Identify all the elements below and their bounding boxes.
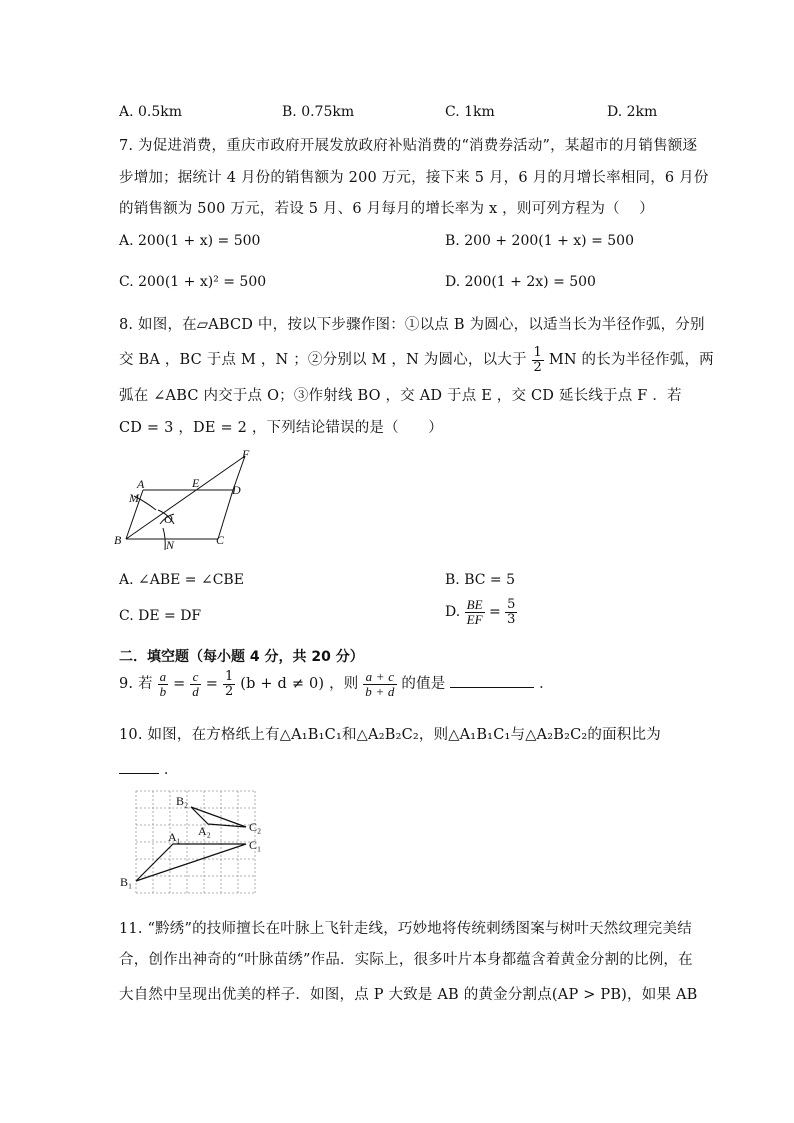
label-c2: C₂ xyxy=(249,820,262,834)
q6-option-a: A. 0.5km xyxy=(119,104,183,120)
q8-option-d-prefix: D. xyxy=(445,604,461,621)
q10-answer-blank[interactable] xyxy=(119,759,159,774)
q8-parallelogram-figure xyxy=(112,446,262,556)
label-n: N xyxy=(166,538,175,552)
q8-line-2-start: 交 BA ，BC 于点 M ，N ；②分别以 M ，N 为圆心，以大于 xyxy=(119,352,527,369)
q8-line-2 xyxy=(119,346,714,374)
triangle-a1b1c1 xyxy=(136,844,246,881)
q9-suffix: 的值是 xyxy=(401,676,446,693)
q10-line-1: 10. 如图，在方格纸上有△A₁B₁C₁和△A₂B₂C₂，则△A₁B₁C₁与△A₂B₂C₂的面积比为 xyxy=(119,727,661,743)
label-c: C xyxy=(216,533,225,547)
q8-option-d xyxy=(445,598,517,626)
label-m: M xyxy=(129,491,139,505)
q8-line-2-end: MN 的长为半径作弧，两 xyxy=(548,352,714,369)
ray-bf xyxy=(126,456,245,539)
label-c1: C₁ xyxy=(249,838,262,852)
q9-line xyxy=(119,670,554,698)
grid-lines xyxy=(136,791,255,893)
q7-line-3: 的销售额为 500 万元，若设 5 月、6 月每月的增长率为 x ，则可列方程为（ ） xyxy=(119,201,654,217)
q11-line-3: 大自然中呈现出优美的样子．如图，点 P 大致是 AB 的黄金分割点(AP > PB)，如果 AB xyxy=(119,987,698,1003)
fraction-numerator: c xyxy=(190,670,201,685)
q10-end: ． xyxy=(163,762,179,778)
q7-line-2: 步增加；据统计 4 月份的销售额为 200 万元，接下来 5 月，6 月的月增长率相同，6 月份 xyxy=(119,170,709,186)
q8-option-d-fraction-right xyxy=(505,598,517,626)
fraction-numerator: 1 xyxy=(533,345,542,360)
fraction-denominator: b xyxy=(159,683,167,699)
q9-fraction-half xyxy=(223,670,235,698)
q10-line-2 xyxy=(119,758,179,779)
q8-line-3: 弧在 ∠ABC 内交于点 O；③作射线 BO ，交 AD 于点 E ，交 CD 延长线于点 F ．若 xyxy=(119,388,682,404)
q8-line-4: CD = 3 ，DE = 2 ，下列结论错误的是（ ） xyxy=(119,420,443,436)
fraction-numerator: a + c xyxy=(363,670,396,685)
label-e: E xyxy=(192,476,200,490)
label-b1: B₁ xyxy=(120,875,133,889)
fraction-denominator: 3 xyxy=(507,611,516,627)
fraction-denominator: EF xyxy=(466,611,483,627)
label-b2: B₂ xyxy=(176,794,189,808)
fraction-numerator: 5 xyxy=(507,597,516,612)
fraction-denominator: b + d xyxy=(365,683,395,699)
fraction-denominator: 2 xyxy=(224,683,234,699)
q9-fraction-a-b xyxy=(158,670,169,698)
label-d: D xyxy=(232,483,241,497)
q8-option-d-equals: = xyxy=(488,604,501,621)
q7-option-c: C. 200(1 + x)² = 500 xyxy=(119,274,267,290)
q9-fraction-c-d xyxy=(190,670,201,698)
segment-cd xyxy=(218,490,233,539)
q9-answer-blank[interactable] xyxy=(450,673,534,688)
q10-grid-figure xyxy=(116,785,272,897)
q11-line-1: 11. “黔绣”的技师擅长在叶脉上飞针走线，巧妙地将传统刺绣图案与树叶天然纹理完美结 xyxy=(119,921,692,937)
q7-line-1: 7. 为促进消费，重庆市政府开展发放政府补贴消费的“消费券活动”，某超市的月销售额逐 xyxy=(119,138,698,154)
q7-option-a: A. 200(1 + x) = 500 xyxy=(119,233,261,249)
label-f: F xyxy=(242,447,250,461)
q6-option-d: D. 2km xyxy=(607,104,658,120)
q6-option-c: C. 1km xyxy=(445,104,495,120)
fraction-numerator: BE xyxy=(466,597,483,612)
label-a: A xyxy=(137,477,145,491)
label-a1: A₁ xyxy=(168,830,181,844)
fraction-denominator: 2 xyxy=(533,359,542,375)
section-2-title: 二．填空题（每小题 4 分，共 20 分） xyxy=(119,649,364,665)
q8-option-d-fraction-left xyxy=(465,598,485,626)
label-o: O xyxy=(164,512,173,526)
q9-equals-1: = xyxy=(173,676,186,693)
q11-line-2: 合，创作出神奇的“叶脉苗绣”作品．实际上，很多叶片本身都蕴含着黄金分割的比例，在 xyxy=(119,952,693,968)
q9-fraction-sum xyxy=(363,670,396,698)
label-b: B xyxy=(114,533,122,547)
q9-end: ． xyxy=(539,676,554,693)
q7-option-d: D. 200(1 + 2x) = 500 xyxy=(445,274,596,290)
q8-option-a: A. ∠ABE = ∠CBE xyxy=(119,572,244,588)
q8-option-b: B. BC = 5 xyxy=(445,572,515,588)
q8-line-1: 8. 如图，在▱ABCD 中，按以下步骤作图：①以点 B 为圆心，以适当长为半径作弧，分别 xyxy=(119,317,705,333)
fraction-numerator: a xyxy=(159,669,167,684)
q8-half-fraction xyxy=(532,346,544,374)
q6-option-b: B. 0.75km xyxy=(282,104,355,120)
q9-equals-2: = xyxy=(205,676,219,693)
q8-option-c: C. DE = DF xyxy=(119,608,202,624)
q7-option-b: B. 200 + 200(1 + x) = 500 xyxy=(445,233,634,249)
label-a2: A₂ xyxy=(198,824,211,838)
q9-condition: (b + d ≠ 0) ，则 xyxy=(240,676,359,693)
q9-prefix: 9. 若 xyxy=(119,676,153,693)
fraction-numerator: 1 xyxy=(224,669,234,684)
fraction-denominator: d xyxy=(192,683,199,699)
